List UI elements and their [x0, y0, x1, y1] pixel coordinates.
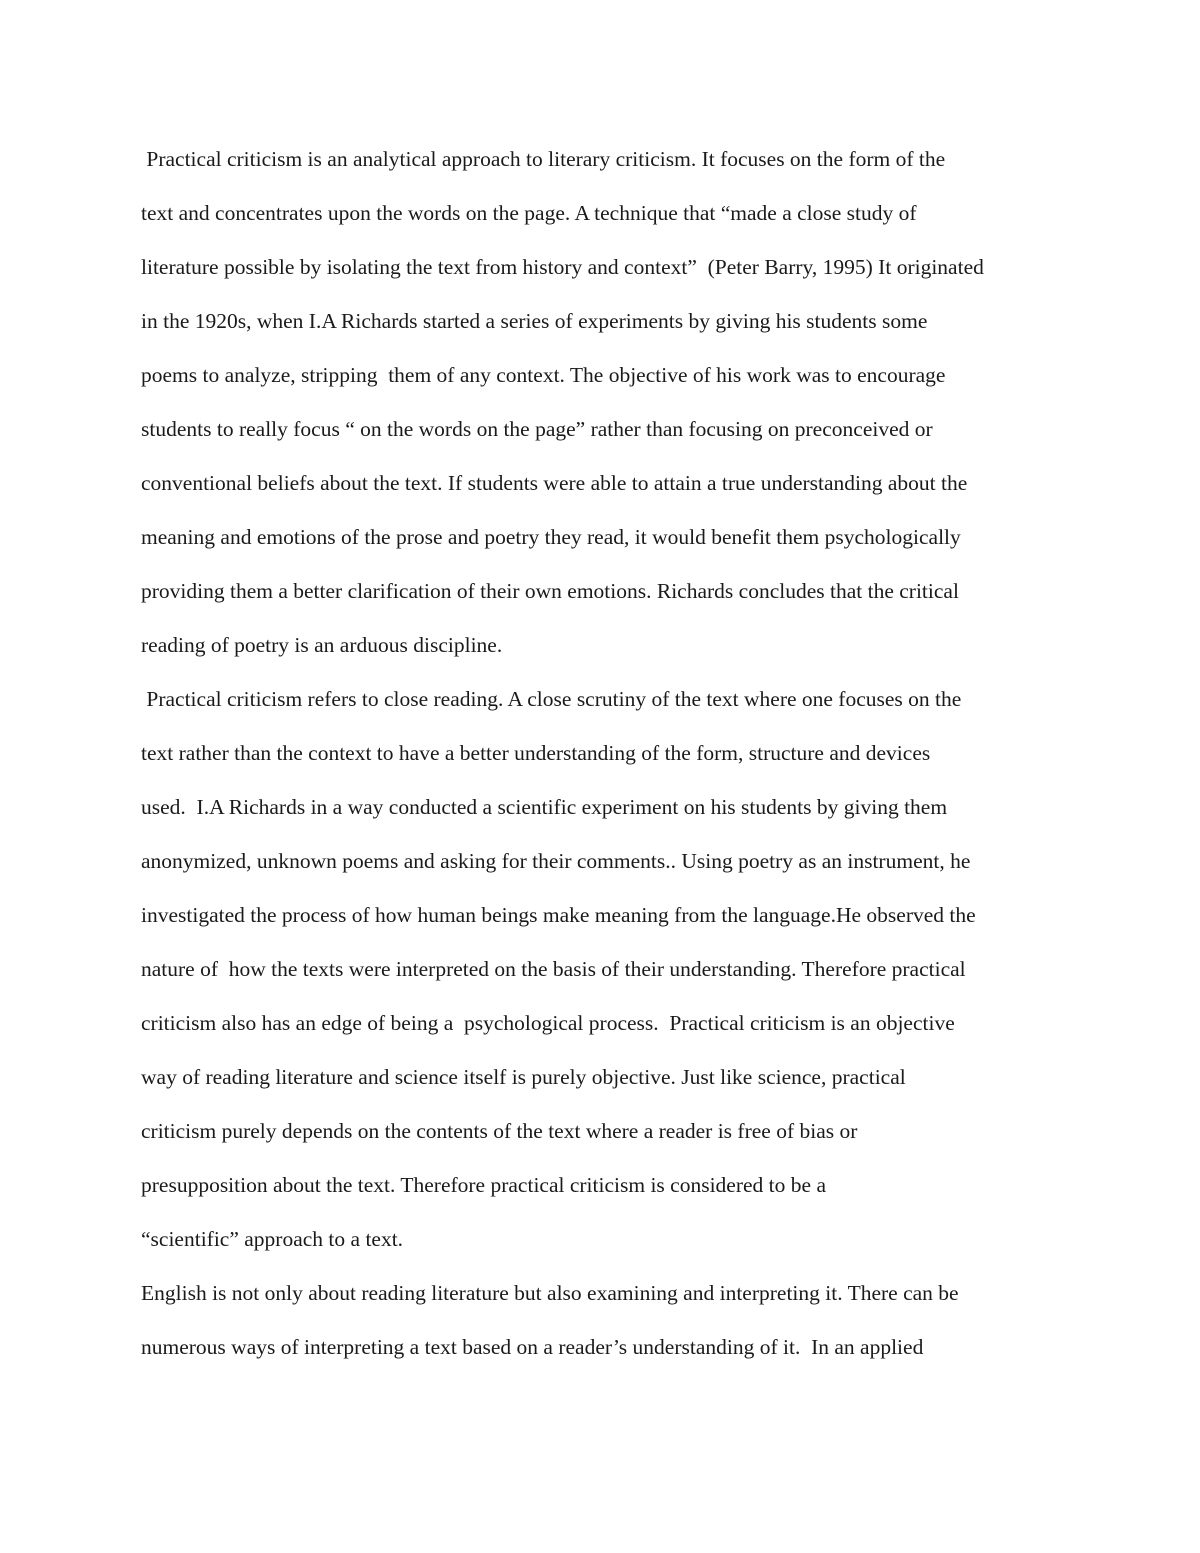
text-line: text rather than the context to have a better understanding of the form, structure and devices — [141, 741, 931, 765]
text-line: providing them a better clarification of their own emotions. Richards concludes that the critical — [141, 579, 959, 603]
text-line: investigated the process of how human beings make meaning from the language.He observed the — [141, 903, 976, 927]
text-line: Practical criticism refers to close reading. A close scrutiny of the text where one focuses on the — [141, 687, 962, 711]
text-line: students to really focus “ on the words on the page” rather than focusing on preconceived or — [141, 417, 933, 441]
text-line: “scientific” approach to a text. — [141, 1227, 404, 1251]
text-line: anonymized, unknown poems and asking for their comments.. Using poetry as an instrument, he — [141, 849, 971, 873]
text-line: in the 1920s, when I.A Richards started a series of experiments by giving his students some — [141, 309, 928, 333]
text-line: conventional beliefs about the text. If students were able to attain a true understanding about the — [141, 471, 968, 495]
text-line: poems to analyze, stripping them of any context. The objective of his work was to encourage — [141, 363, 946, 387]
text-line: Practical criticism is an analytical approach to literary criticism. It focuses on the form of the — [141, 147, 946, 171]
body-text — [141, 132, 1071, 1374]
text-line: way of reading literature and science itself is purely objective. Just like science, practical — [141, 1065, 906, 1089]
text-line: used. I.A Richards in a way conducted a scientific experiment on his students by giving them — [141, 795, 948, 819]
text-line: reading of poetry is an arduous discipline. — [141, 633, 503, 657]
text-line: English is not only about reading literature but also examining and interpreting it. There can be — [141, 1281, 959, 1305]
text-line: text and concentrates upon the words on the page. A technique that “made a close study of — [141, 201, 917, 225]
text-line: literature possible by isolating the text from history and context” (Peter Barry, 1995) It originated — [141, 255, 984, 279]
text-line: presupposition about the text. Therefore practical criticism is considered to be a — [141, 1173, 826, 1197]
text-line: numerous ways of interpreting a text based on a reader’s understanding of it. In an applied — [141, 1335, 924, 1359]
text-line: meaning and emotions of the prose and poetry they read, it would benefit them psychologically — [141, 525, 961, 549]
text-line: nature of how the texts were interpreted on the basis of their understanding. Therefore practical — [141, 957, 966, 981]
text-line: criticism also has an edge of being a psychological process. Practical criticism is an objective — [141, 1011, 955, 1035]
text-line: criticism purely depends on the contents of the text where a reader is free of bias or — [141, 1119, 858, 1143]
